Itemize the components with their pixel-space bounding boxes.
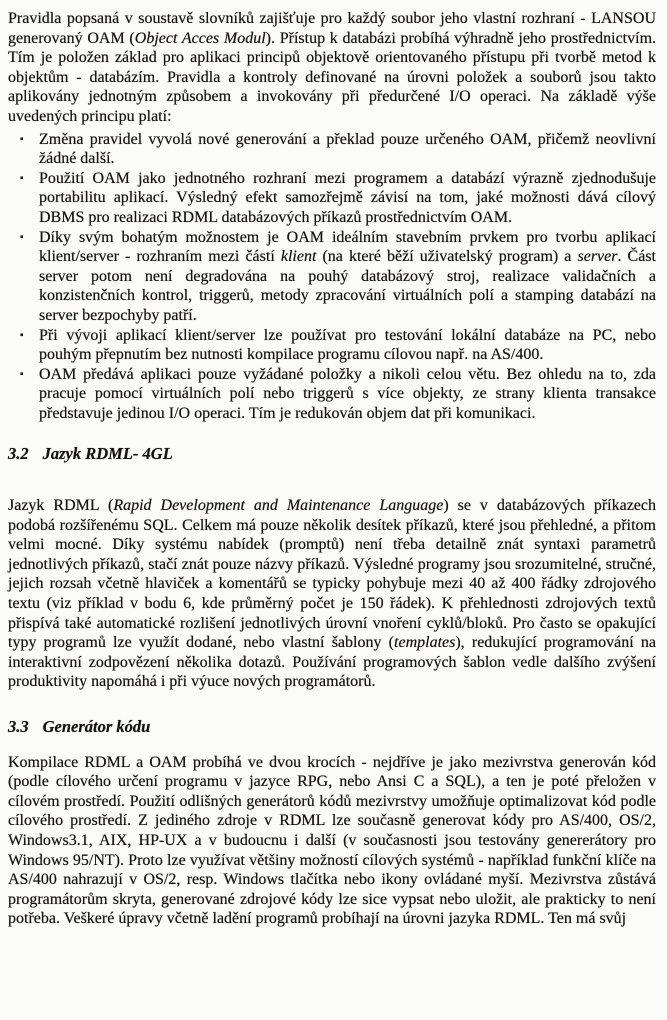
- section-title: Generátor kódu: [42, 717, 151, 736]
- text-run: Díky svým bohatým možnostem je OAM ideálním stavebním prvkem pro tvorbu aplikací klient/server - rozhraním mezi částí: [39, 228, 656, 266]
- bullet-marker: ▪: [20, 329, 24, 341]
- text-run: ) se v databázových příkazech podobá rozšířenému SQL. Celkem má pouze několik desítek příkazů, které jsou přehledné, a přitom velmi mocné. Díky systému nabídek (promptů) není třeba detailně znát syntaxi parametrů jednotlivých příkazů, stačí znát pouze názvy příkazů. Výsledné programy jsou srozumitelné, stručné, jejich rozsah včetně hlaviček a komentářů se typicky pohybuje mezi 40 až 400 řádky zdrojového textu (viz příklad v bodu 6, kde průměrný počet je 150 řádek). K přehlednosti zdrojových textů přispívá také automatické rozlišení jednotlivých úrovní vnoření cyklů/bloků. Pro často se opakující typy programů lze využít dodané, nebo vlastní šablony (: [8, 497, 656, 652]
- text-run: Při vývoji aplikací klient/server lze používat pro testování lokální databáze na PC, nebo pouhým přepnutím bez nutnosti kompilace programu cílovou např. na AS/400.: [39, 326, 656, 364]
- bullet-marker: ▪: [20, 172, 24, 184]
- text-run: (na které běží uživatelský program) a: [316, 248, 578, 266]
- section-number: 3.3: [8, 717, 29, 736]
- bullet-list: [8, 130, 656, 424]
- list-item: [8, 228, 656, 326]
- section-heading-3-3: [8, 717, 656, 737]
- list-item: [8, 130, 656, 169]
- text-run-italic: server: [577, 248, 618, 266]
- list-item: [8, 365, 656, 424]
- bullet-marker: ▪: [20, 133, 24, 145]
- text-run: OAM předává aplikaci pouze vyžádané položky a nikoli celou větu. Bez ohledu na to, zda pracuje pomocí virtuálních polí nebo triggerů s více objekty, ze strany klienta transakce představuje jedinou I/O operaci. Tím je redukován objem dat při komunikaci.: [39, 365, 656, 422]
- text-run: ). Přístup k databázi probíhá výhradně jeho prostřednictvím. Tím je položen základ pro aplikaci principů objektově orientovaného přístupu při tvorbě metod k objektům - databázím. Pravidla a kontroly definované na úrovni položek a souborů jsou takto aplikovány jednotným způsobem a invokovány při předurčené I/O operaci. Na základě výše uvedených principu platí:: [8, 29, 657, 125]
- list-item: [8, 326, 656, 365]
- text-run-italic: templates: [394, 634, 456, 652]
- text-run: Kompilace RDML a OAM probíhá ve dvou krocích - nejdříve je jako mezivrstva generován kód (podle cílového určení programu v jazyce RPG, nebo Ansi C a SQL), a ten je poté přeložen v cílovém prostředí. Použití odlišných generátorů kódů mezivrstvy umožňuje optimalizovat kód podle cílového prostředí. Z jediného zdroje v RDML lze současně generovat kódy pro AS/400, OS/2, Windows3.1, AIX, HP-UX a v budoucnu i další (v současnosti jsou testovány genererátory pro Windows 95/NT). Proto lze využívat většiny možností cílových systémů - například funkční klíče na AS/400 nahrazují v OS/2, resp. Windows tlačítka nebo ikony ovládané myší. Mezivrstva zůstává programátorům skryta, generované zdrojové kódy lze sice vypsat nebo uložit, ale prakticky to není potřeba. Veškeré úpravy včetně ladění programů probíhají na úrovni jazyka RDML. Ten má svůj: [8, 753, 656, 928]
- section-heading-3-2: [8, 444, 656, 464]
- text-run-italic: Object Acces Modul: [134, 29, 266, 47]
- paragraph-section-3-3: [8, 753, 656, 929]
- section-title: Jazyk RDML- 4GL: [42, 444, 173, 464]
- text-run: ), redukující programování na interaktivní zodpovězení několika dotazů. Používání programových šablon vedle dalšího zvýšení produktivity napomáhá i při výuce nových programátorů.: [8, 634, 657, 691]
- text-run: Změna pravidel vyvolá nové generování a překlad pouze určeného OAM, přičemž neovlivní žádné další.: [39, 130, 656, 168]
- text-run: Použití OAM jako jednotného rozhraní mezi programem a databází výrazně zjednodušuje portabilitu aplikací. Výsledný efekt samozřejmě závisí na tom, jaké možnosti dává cílový DBMS pro realizaci RDML databázových příkazů prostřednictvím OAM.: [39, 169, 656, 226]
- text-run-italic: Rapid Development and Maintenance Language: [113, 497, 444, 515]
- text-run: . Část server potom není degradována na pouhý databázový stroj, realizace validačních a konzistenčních kontrol, triggerů, metody zpracování virtuálních polí a stamping databází na server bezpochyby patří.: [39, 248, 656, 324]
- text-run: Pravidla popsaná v soustavě slovníků zajišťuje pro každý soubor jeho vlastní rozhraní - LANSOU generovaný OAM (: [8, 10, 656, 47]
- section-number: 3.2: [8, 444, 29, 464]
- bullet-marker: ▪: [20, 368, 24, 380]
- text-run-italic: klient: [280, 248, 317, 266]
- list-item: [8, 169, 656, 228]
- paragraph-section-3-2: [8, 496, 656, 692]
- paragraph-intro: [8, 9, 656, 127]
- bullet-marker: ▪: [20, 231, 24, 243]
- text-run: Jazyk RDML (: [8, 497, 114, 515]
